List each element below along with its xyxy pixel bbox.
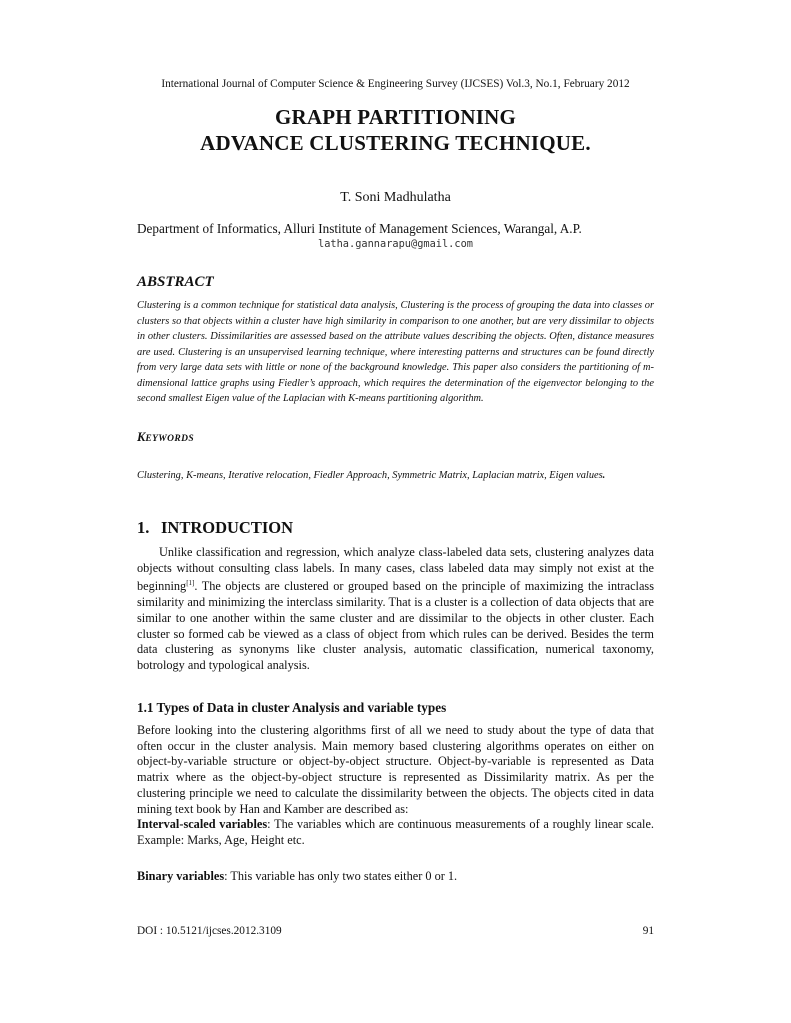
section-number: 1. xyxy=(137,518,150,537)
page-number: 91 xyxy=(642,925,654,937)
author-name: T. Soni Madhulatha xyxy=(340,190,451,205)
binary-paragraph xyxy=(137,869,654,885)
introduction-paragraph xyxy=(137,545,654,674)
intro-text-part1: Unlike classification and regression, which analyze class-labeled data sets, clustering analyzes data objects without consulting class labels. In many cases, class labeled data may simply not exist at the beginning xyxy=(137,545,654,594)
types-paragraph xyxy=(137,723,654,849)
binary-text: : This variable has only two states either 0 or 1. xyxy=(224,869,458,883)
keywords-heading-initial: K xyxy=(137,430,146,444)
author-affiliation: Department of Informatics, Alluri Institute of Management Sciences, Warangal, A.P. xyxy=(137,221,582,236)
footer-doi: DOI : 10.5121/ijcses.2012.3109 xyxy=(137,925,282,937)
subsection-heading: 1.1 Types of Data in cluster Analysis and variable types xyxy=(137,700,447,715)
keywords-heading xyxy=(137,430,194,445)
abstract-heading: ABSTRACT xyxy=(137,274,214,290)
abstract-text: Clustering is a common technique for statistical data analysis, Clustering is the process of grouping the data into classes or clusters so that objects within a cluster have high similarity in comparison to one another, but are very dissimilar to objects in other clusters. Dissimilarities are assessed based on the attribute values describing the objects. Often, distance measures are used. Clustering is an unsupervised learning technique, where interesting patterns and structures can be found directly from very large data sets with little or none of the background knowledge. This paper also considers the partitioning of m-dimensional lattice graphs using Fiedler’s approach, which requires the determination of the eigenvector belonging to the second smallest Eigen value of the Laplacian with K-means partitioning algorithm. xyxy=(137,300,654,404)
author-email: latha.gannarapu@gmail.com xyxy=(318,238,473,250)
section-title: INTRODUCTION xyxy=(161,518,294,537)
journal-header: International Journal of Computer Science & Engineering Survey (IJCSES) Vol.3, No.1, February 2012 xyxy=(161,78,630,90)
section-heading-introduction xyxy=(137,518,293,538)
keywords-heading-rest: EYWORDS xyxy=(145,434,195,444)
citation-ref: [1] xyxy=(186,579,195,588)
keywords-end-mark: . xyxy=(602,470,606,481)
interval-scaled-text: : The variables which are continuous measurements of a roughly linear scale. Example: Marks, Age, Height etc. xyxy=(137,817,654,847)
paper-title xyxy=(137,104,654,156)
types-text: Before looking into the clustering algorithms first of all we need to study about the type of data that often occur in the cluster analysis. Main memory based clustering algorithms operates on either on object-by-variable structure or object-by-object structure. Object-by-variable is represented as Data matrix where as the object-by-object structure is represented as Dissimilarity matrix. As per the clustering principle we need to calculate the dissimilarity between the objects. The objects cited in data mining text book by Han and Kamber are described as: xyxy=(137,723,654,816)
interval-scaled-term: Interval-scaled variables xyxy=(137,817,268,832)
keywords-text xyxy=(137,468,654,484)
title-line-1: GRAPH PARTITIONING xyxy=(274,105,517,129)
keywords-list: Clustering, K-means, Iterative relocation, Fiedler Approach, Symmetric Matrix, Laplacian matrix, Eigen values xyxy=(137,470,603,481)
binary-term: Binary variables xyxy=(137,869,225,883)
title-line-2: ADVANCE CLUSTERING TECHNIQUE. xyxy=(200,131,591,155)
intro-text-part2: . The objects are clustered or grouped based on the principle of maximizing the intraclass similarity and minimizing the interclass similarity. That is a cluster is a collection of data objects that are similar to one another within the same cluster and are dissimilar to the objects in other cluster. Each cluster so formed cab be viewed as a class of object from which rules can be derived. Besides the term data clustering as synonyms like cluster analysis, automatic classification, numerical taxonomy, botrology and typological analysis. xyxy=(137,579,654,673)
